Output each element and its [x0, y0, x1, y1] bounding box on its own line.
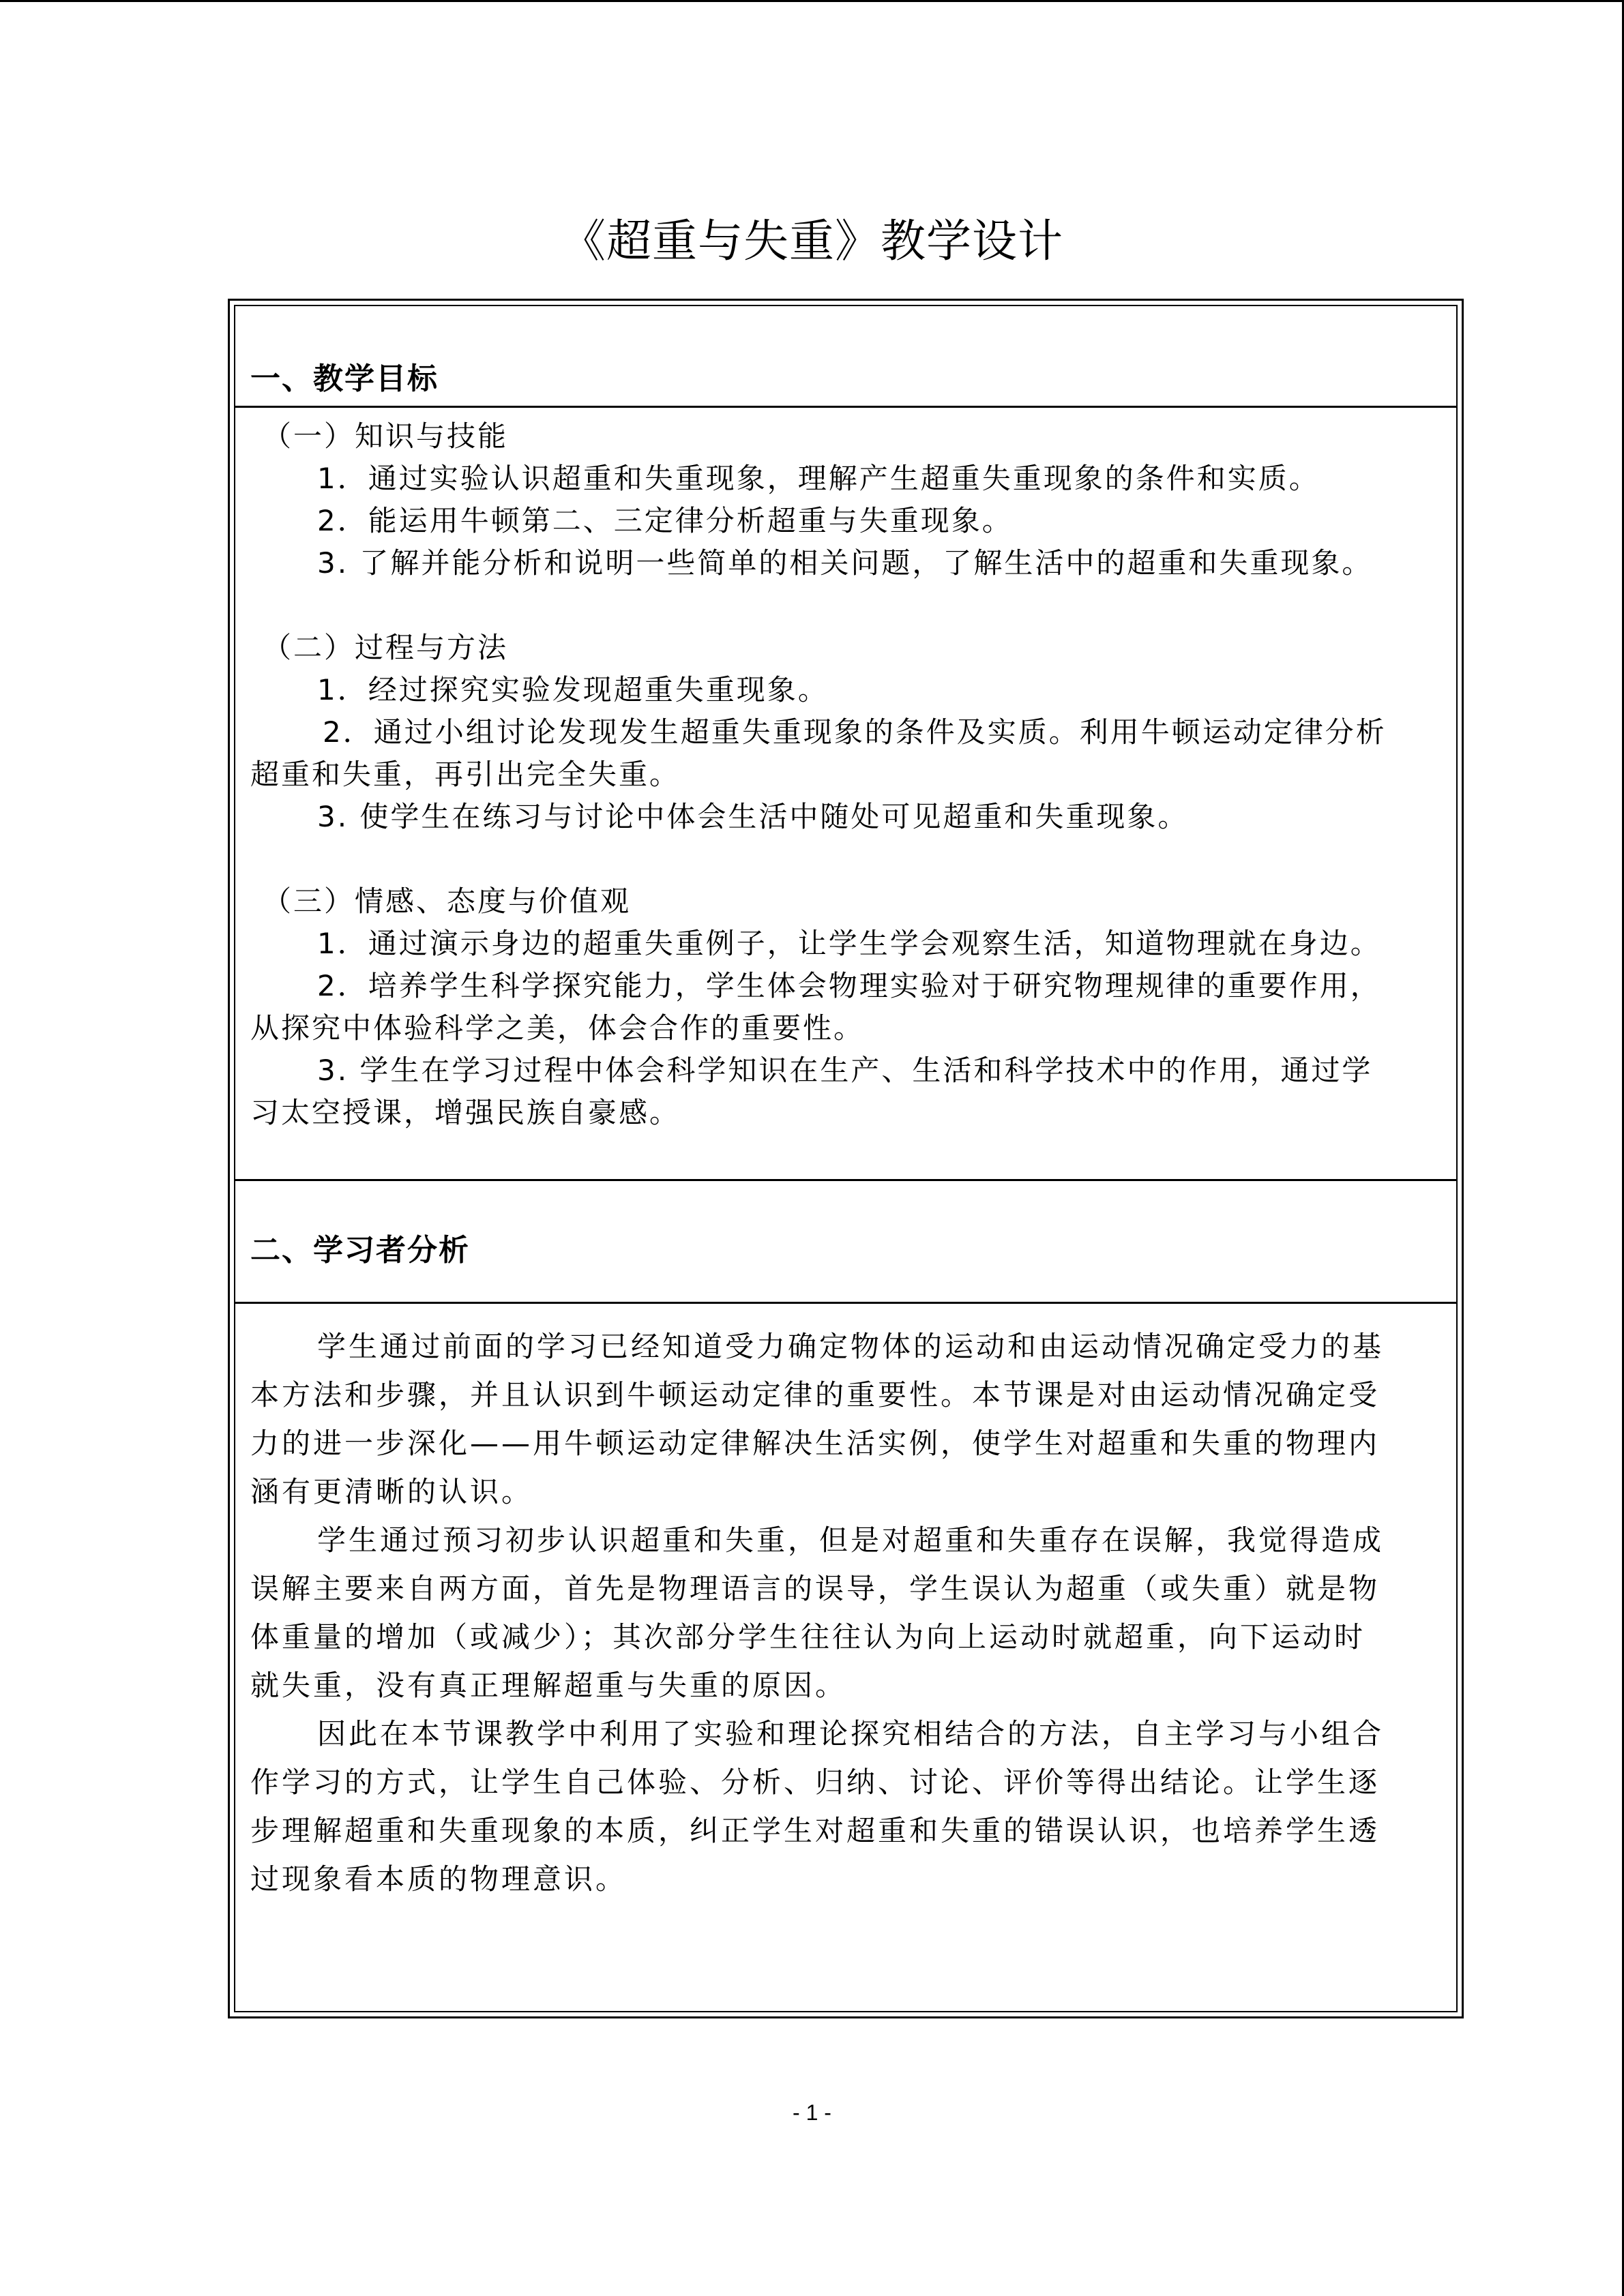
list-item: 3. 使学生在练习与讨论中体会生活中随处可见超重和失重现象。 [317, 800, 1189, 833]
subsection-title: （一）知识与技能 [263, 419, 509, 453]
section-divider [235, 1179, 1456, 1181]
top-border-rule [0, 0, 1624, 2]
section-divider [235, 406, 1456, 408]
list-item-continuation: 超重和失重，再引出完全失重。 [250, 758, 681, 791]
section1-body [250, 415, 1441, 1134]
paragraph-line: 过现象看本质的物理意识。 [250, 1862, 628, 1896]
content-table-inner [234, 305, 1458, 2012]
list-item: 2．通过小组讨论发现发生超重失重现象的条件及实质。利用牛顿运动定律分析 [323, 715, 1387, 749]
paragraph-line: 体重量的增加（或减少）；其次部分学生往往认为向上运动时就超重，向下运动时 [250, 1620, 1366, 1654]
list-item: 2．培养学生科学探究能力，学生体会物理实验对于研究物理规律的重要作用， [317, 969, 1381, 1002]
paragraph-line: 作学习的方式，让学生自己体验、分析、归纳、讨论、评价等得出结论。让学生逐 [250, 1765, 1381, 1799]
list-item: 3. 了解并能分析和说明一些简单的相关问题，了解生活中的超重和失重现象。 [317, 546, 1373, 580]
section2-body [250, 1322, 1441, 1903]
paragraph-line: 因此在本节课教学中利用了实验和理论探究相结合的方法，自主学习与小组合 [317, 1717, 1385, 1750]
list-item-continuation: 从探究中体验科学之美，体会合作的重要性。 [250, 1011, 865, 1045]
paragraph-line: 误解主要来自两方面，首先是物理语言的误导，学生误认为超重（或失重）就是物 [250, 1572, 1381, 1605]
content-table [228, 299, 1464, 2018]
section2-heading: 二、学习者分析 [250, 1233, 470, 1268]
paragraph-line: 涵有更清晰的认识。 [250, 1475, 533, 1508]
list-item: 2．能运用牛顿第二、三定律分析超重与失重现象。 [317, 504, 1013, 537]
document-title: 《超重与失重》教学设计 [561, 215, 1063, 267]
paragraph-line: 学生通过前面的学习已经知道受力确定物体的运动和由运动情况确定受力的基 [317, 1330, 1385, 1363]
list-item: 1．通过实验认识超重和失重现象，理解产生超重失重现象的条件和实质。 [317, 462, 1320, 495]
paragraph-line: 步理解超重和失重现象的本质，纠正学生对超重和失重的错误认识，也培养学生透 [250, 1814, 1381, 1847]
section-divider [235, 1302, 1456, 1304]
subsection-title: （二）过程与方法 [263, 631, 509, 664]
list-item: 1．经过探究实验发现超重失重现象。 [317, 673, 829, 706]
list-item-continuation: 习太空授课，增强民族自豪感。 [250, 1096, 681, 1129]
paragraph-line: 学生通过预习初步认识超重和失重，但是对超重和失重存在误解，我觉得造成 [317, 1523, 1385, 1557]
page-number: - 1 - [793, 2100, 831, 2125]
paragraph-line: 本方法和步骤，并且认识到牛顿运动定律的重要性。本节课是对由运动情况确定受 [250, 1378, 1381, 1412]
section1-heading: 一、教学目标 [250, 361, 439, 396]
list-item: 1．通过演示身边的超重失重例子，让学生学会观察生活，知道物理就在身边。 [317, 927, 1381, 960]
paragraph-line: 力的进一步深化——用牛顿运动定律解决生活实例，使学生对超重和失重的物理内 [250, 1427, 1381, 1460]
paragraph-line: 就失重，没有真正理解超重与失重的原因。 [250, 1669, 847, 1702]
subsection-title: （三）情感、态度与价值观 [263, 884, 632, 918]
list-item: 3. 学生在学习过程中体会科学知识在生产、生活和科学技术中的作用，通过学 [317, 1054, 1373, 1087]
